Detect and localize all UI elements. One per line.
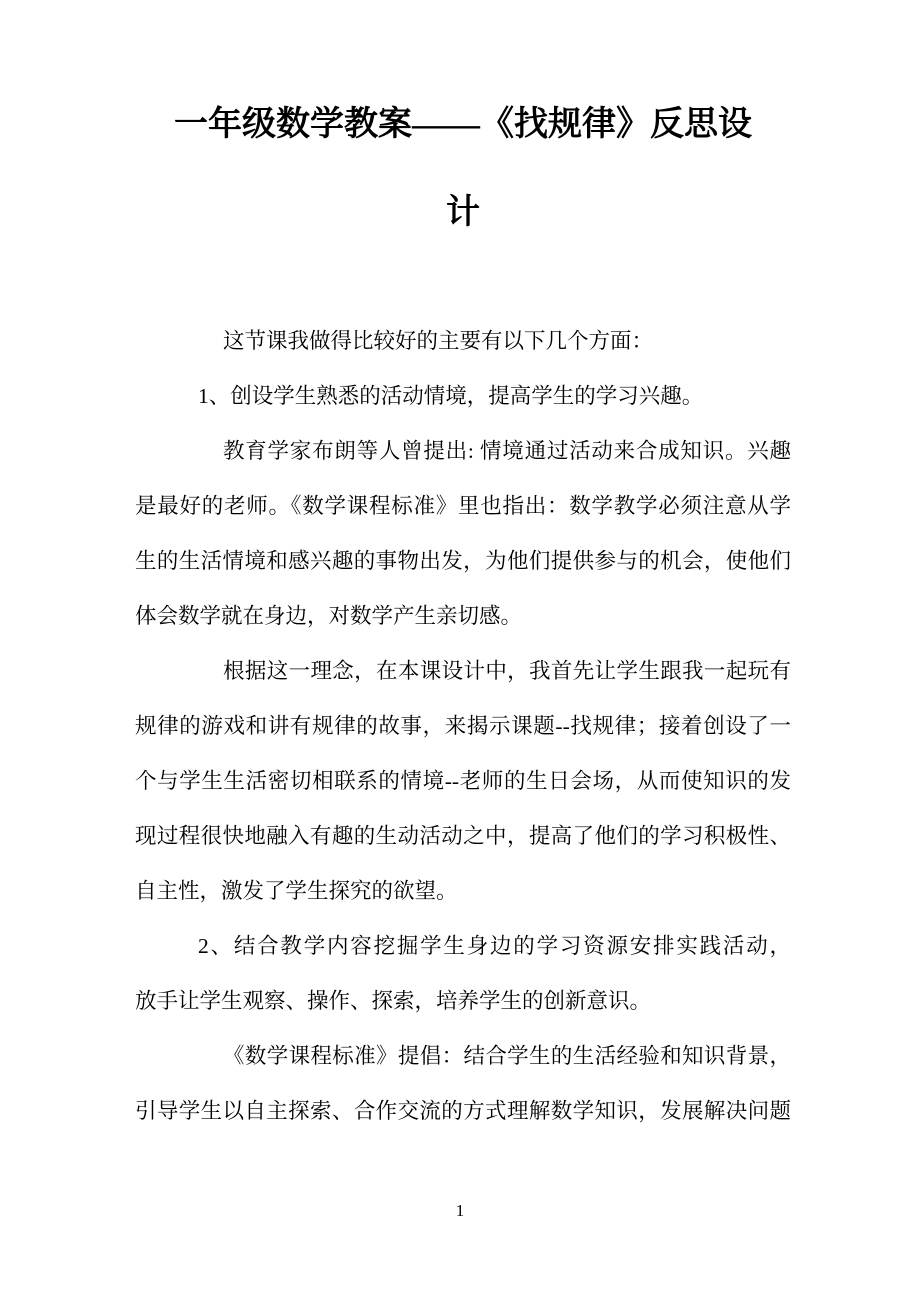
text-line: 《数学课程标准》提倡：结合学生的生活经验和知识背景，	[223, 1044, 791, 1068]
document-title-line-2: 计	[446, 194, 480, 231]
page-number: 1	[455, 1201, 465, 1220]
text-line: 个与学生生活密切相联系的情境--老师的生日会场，从而使知识的发	[135, 769, 791, 793]
text-line: 教育学家布朗等人曾提出: 情境通过活动来合成知识。兴趣	[223, 439, 791, 463]
document-title-line-1: 一年级数学教案——《找规律》反思设	[174, 106, 752, 143]
text-line: 引导学生以自主探索、合作交流的方式理解数学知识，发展解决问题	[135, 1099, 791, 1123]
text-line: 放手让学生观察、操作、探索，培养学生的创新意识。	[135, 989, 652, 1013]
text-line: 生的生活情境和感兴趣的事物出发，为他们提供参与的机会，使他们	[135, 549, 791, 573]
text-line: 根据这一理念，在本课设计中，我首先让学生跟我一起玩有	[223, 659, 791, 683]
text-line: 这节课我做得比较好的主要有以下几个方面：	[223, 329, 654, 353]
document-body	[135, 314, 791, 1139]
text-line: 规律的游戏和讲有规律的故事，来揭示课题--找规律；接着创设了一	[135, 714, 791, 738]
text-line: 是最好的老师。《数学课程标准》里也指出：数学教学必须注意从学	[135, 494, 791, 518]
text-line: 2、结合教学内容挖掘学生身边的学习资源安排实践活动，	[198, 934, 791, 958]
document-content	[135, 81, 791, 1139]
text-line: 自主性，激发了学生探究的欲望。	[135, 879, 458, 903]
text-line: 体会数学就在身边，对数学产生亲切感。	[135, 604, 523, 628]
text-line: 1、创设学生熟悉的活动情境，提高学生的学习兴趣。	[198, 384, 704, 408]
text-line: 现过程很快地融入有趣的生动活动之中，提高了他们的学习积极性、	[135, 824, 791, 848]
document-title	[135, 81, 791, 257]
